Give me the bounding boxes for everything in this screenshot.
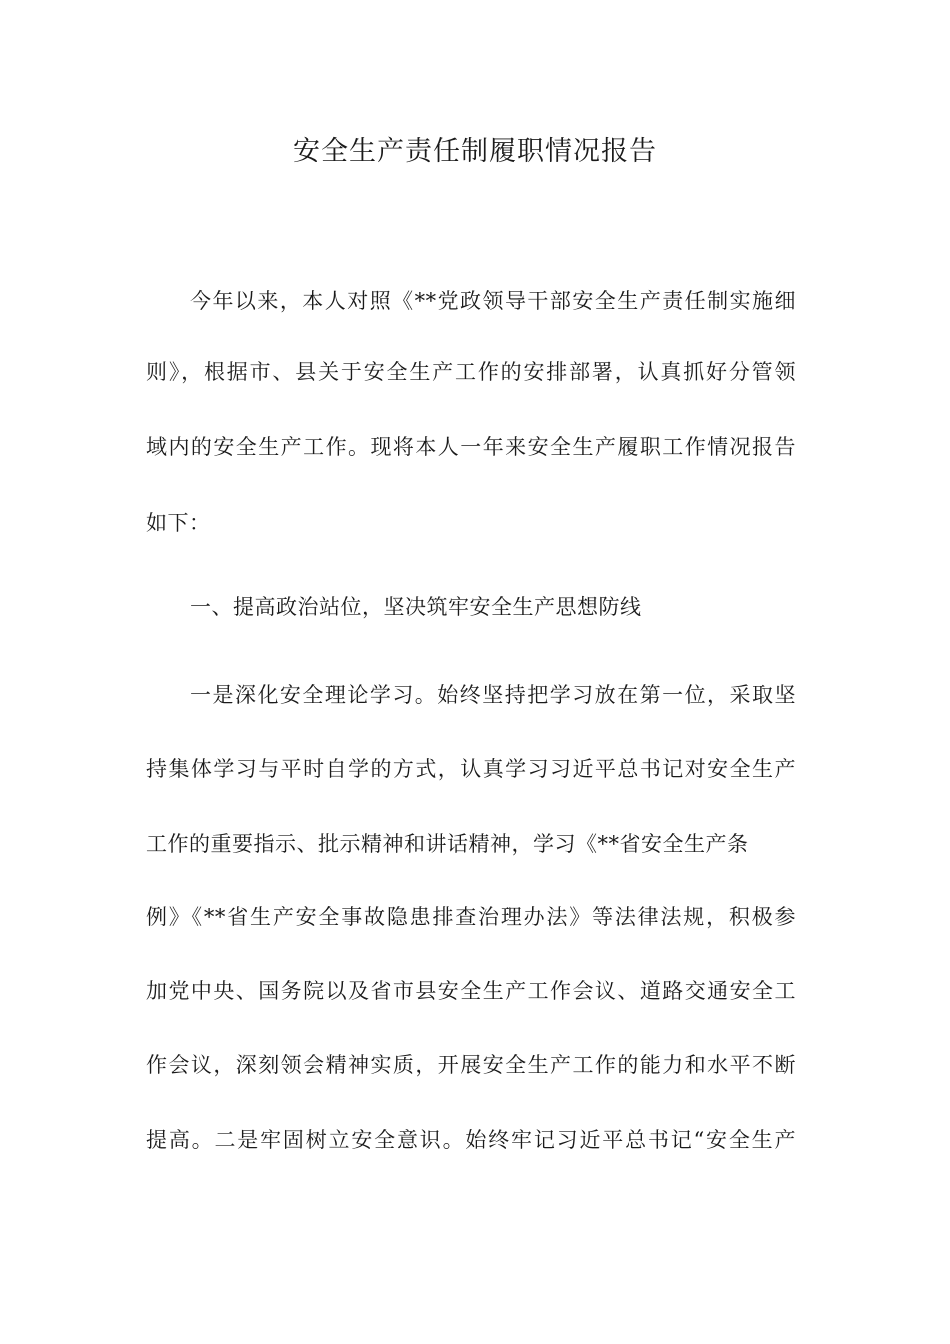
paragraph-line: 加党中央、国务院以及省市县安全生产工作会议、道路交通安全工 bbox=[146, 979, 796, 1003]
section-heading: 一、提高政治站位，坚决筑牢安全生产思想防线 bbox=[190, 595, 642, 619]
paragraph-line: 工作的重要指示、批示精神和讲话精神，学习《**省安全生产条 bbox=[146, 832, 749, 856]
paragraph-line: 持集体学习与平时自学的方式，认真学习习近平总书记对安全生产 bbox=[146, 757, 796, 781]
paragraph-line: 一是深化安全理论学习。始终坚持把学习放在第一位，采取坚 bbox=[190, 683, 796, 707]
paragraph-line: 例》《**省生产安全事故隐患排查治理办法》等法律法规，积极参 bbox=[146, 905, 796, 929]
paragraph-line: 作会议，深刻领会精神实质，开展安全生产工作的能力和水平不断 bbox=[146, 1053, 796, 1077]
paragraph-line: 今年以来，本人对照《**党政领导干部安全生产责任制实施细 bbox=[190, 289, 796, 313]
paragraph-line: 如下： bbox=[146, 511, 211, 535]
paragraph-line: 则》，根据市、县关于安全生产工作的安排部署，认真抓好分管领 bbox=[146, 360, 796, 384]
paragraph-line: 域内的安全生产工作。现将本人一年来安全生产履职工作情况报告 bbox=[146, 435, 796, 459]
paragraph-line: 提高。二是牢固树立安全意识。始终牢记习近平总书记“安全生产 bbox=[146, 1128, 796, 1152]
document-title: 安全生产责任制履职情况报告 bbox=[293, 136, 657, 167]
